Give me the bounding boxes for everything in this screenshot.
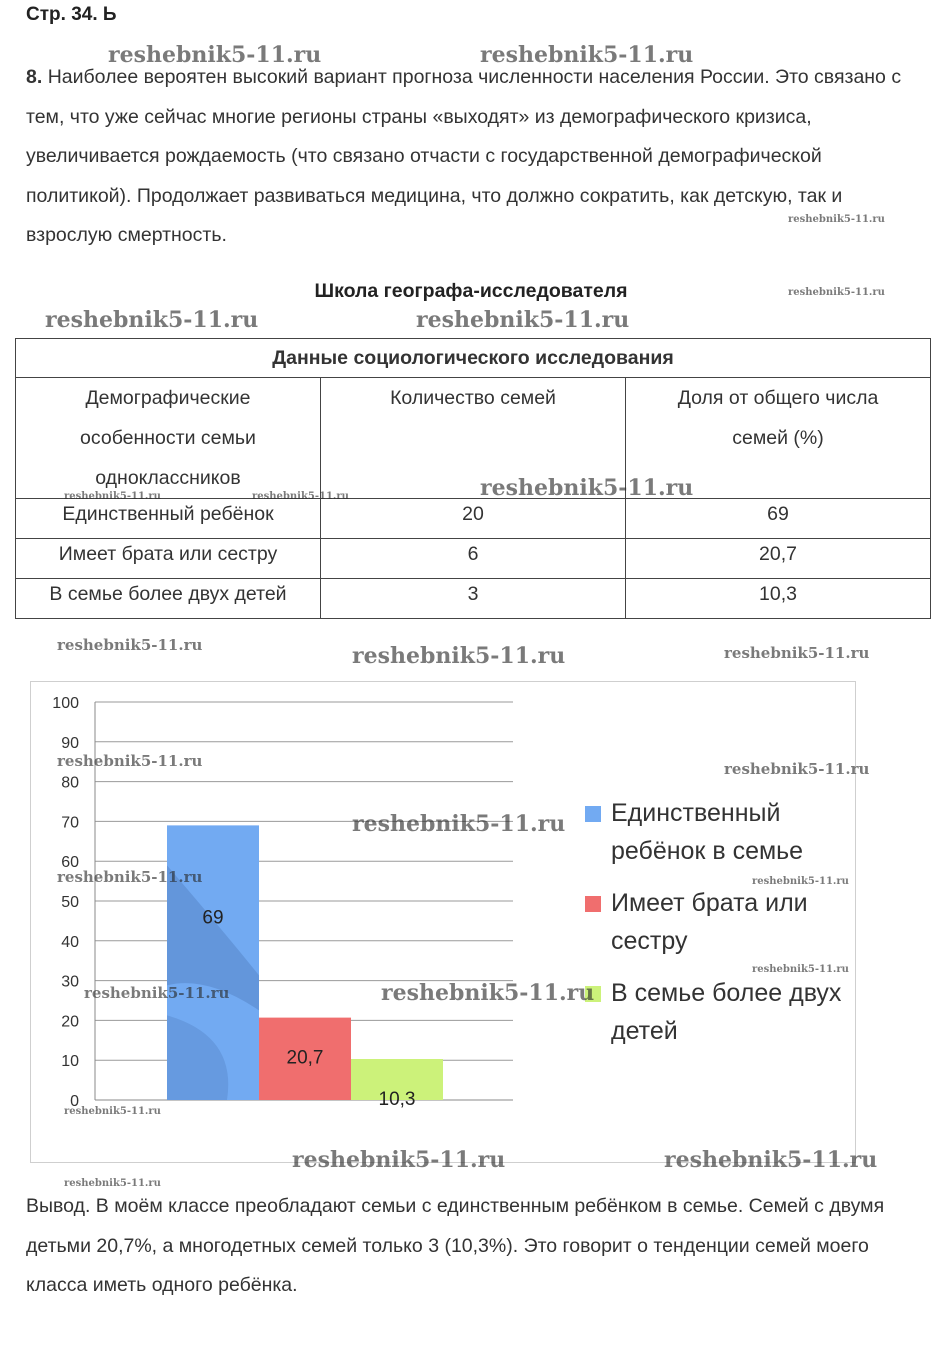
watermark: reshebnik5-11.ru [664, 1147, 878, 1173]
y-tick-label: 50 [61, 894, 79, 911]
watermark: reshebnik5-11.ru [724, 760, 870, 778]
table-row [16, 499, 931, 539]
table-cell: Единственный ребёнок [16, 499, 321, 539]
table-cell: 3 [321, 579, 626, 619]
survey-table [15, 338, 931, 619]
watermark: reshebnik5-11.ru [64, 1178, 161, 1189]
bar-chart [30, 681, 856, 1163]
table-cell: Имеет брата или сестру [16, 539, 321, 579]
legend-label: Имеет брата или сестру [611, 889, 808, 955]
watermark: reshebnik5-11.ru [64, 491, 161, 502]
y-tick-label: 20 [61, 1013, 79, 1031]
y-tick-label: 90 [61, 734, 79, 752]
answer-paragraph [26, 58, 916, 256]
watermark: reshebnik5-11.ru [84, 984, 230, 1002]
table-cell: 6 [321, 539, 626, 579]
watermark: reshebnik5-11.ru [57, 868, 203, 886]
legend-label: Единственный ребёнок в семье [611, 799, 804, 865]
legend-label: В семье более двух детей [611, 979, 842, 1045]
watermark: reshebnik5-11.ru [252, 491, 349, 502]
watermark: reshebnik5-11.ru [45, 307, 259, 333]
watermark: reshebnik5-11.ru [57, 636, 203, 654]
y-tick-label: 80 [61, 774, 79, 792]
watermark: reshebnik5-11.ru [480, 42, 694, 68]
table-cell: 20,7 [626, 539, 931, 579]
table-header-row [16, 378, 931, 499]
watermark: reshebnik5-11.ru [381, 980, 595, 1006]
legend-item [583, 884, 853, 960]
section-title: Школа географа-исследователя [314, 280, 628, 302]
watermark: reshebnik5-11.ru [480, 475, 694, 501]
table-cell: В семье более двух детей [16, 579, 321, 619]
watermark: reshebnik5-11.ru [352, 811, 566, 837]
y-tick-label: 100 [52, 695, 79, 712]
table-header-cell: Демографические особенности семьи одноклассников [16, 378, 321, 499]
data-label: 69 [202, 907, 224, 929]
y-tick-label: 0 [70, 1093, 79, 1110]
watermark: reshebnik5-11.ru [752, 876, 849, 887]
table-header-cell: Количество семей [321, 378, 626, 499]
watermark: reshebnik5-11.ru [292, 1147, 506, 1173]
watermark: reshebnik5-11.ru [724, 644, 870, 662]
table-row [16, 579, 931, 619]
table-cell: 20 [321, 499, 626, 539]
table-caption-row [16, 339, 931, 378]
legend-swatch-green [585, 986, 601, 1002]
watermark: reshebnik5-11.ru [57, 752, 203, 770]
legend-item [583, 794, 853, 870]
answer-number: 8. [26, 66, 43, 88]
table-header-cell: Доля от общего числа семей (%) [626, 378, 931, 499]
watermark: reshebnik5-11.ru [108, 42, 322, 68]
watermark: reshebnik5-11.ru [352, 643, 566, 669]
table-row [16, 539, 931, 579]
table-caption: Данные социологического исследования [16, 339, 931, 378]
legend-item [583, 974, 853, 1050]
watermark: reshebnik5-11.ru [788, 214, 885, 225]
watermark: reshebnik5-11.ru [788, 287, 885, 298]
page-heading: Стр. 34. Ь [26, 4, 117, 25]
chart-legend [583, 794, 853, 1064]
watermark: reshebnik5-11.ru [416, 307, 630, 333]
y-tick-label: 60 [61, 854, 79, 872]
conclusion-paragraph: Вывод. В моём классе преобладают семьи с единственным ребёнком в семье. Семей с двумя детьми 20,7%, а многодетных семей только 3 (10,3%). Это говорит о тенденции семей моего класса иметь одного ребёнка. [26, 1195, 885, 1297]
y-tick-label: 30 [61, 973, 79, 991]
data-label: 10,3 [378, 1089, 416, 1111]
answer-text: Наиболее вероятен высокий вариант прогноза численности населения России. Это связано с тем, что уже сейчас многие регионы страны «выходят» из демографического кризиса, увеличивается рождаемость (что связано отчасти с государственной демографической политикой). Продолжает развиваться медицина, что должно сократить, как детскую, так и взрослую смертность. [26, 66, 902, 247]
watermark: reshebnik5-11.ru [64, 1106, 161, 1117]
watermark: reshebnik5-11.ru [752, 964, 849, 975]
legend-swatch-blue [585, 806, 601, 822]
table-cell: 69 [626, 499, 931, 539]
y-tick-label: 10 [61, 1053, 79, 1071]
table-cell: 10,3 [626, 579, 931, 619]
y-tick-label: 70 [61, 814, 79, 832]
legend-swatch-red [585, 896, 601, 912]
data-label: 20,7 [286, 1047, 324, 1069]
y-tick-label: 40 [61, 933, 79, 951]
